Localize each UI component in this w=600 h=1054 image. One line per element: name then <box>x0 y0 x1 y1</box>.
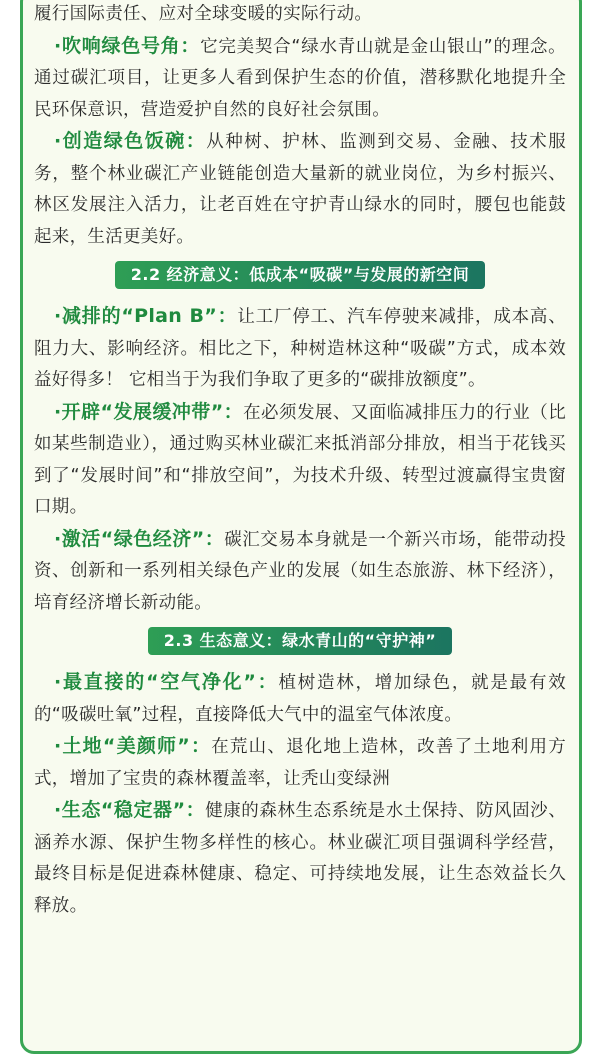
item-keyword: ·创造绿色饭碗： <box>54 130 207 152</box>
item-keyword: ·生态“稳定器”： <box>54 799 206 821</box>
section-title: 2.2 经济意义：低成本“吸碳”与发展的新空间 <box>115 261 485 289</box>
item-keyword: ·吹响绿色号角： <box>54 34 201 57</box>
article-body <box>34 0 566 922</box>
item-text: 在必须发展、又面临减排压力的行业（比如某些制造业），通过购买林业碳汇来抵消部分排放，相当于花钱买到了“发展时间”和“排放空间”，为技术升级、转型过渡赢得宝贵窗口期。 <box>34 402 566 517</box>
item-text: 碳汇交易本身就是一个新兴市场，能带动投资、创新和一系列相关绿色产业的发展（如生态旅游、林下经济），培育经济增长新动能。 <box>34 529 566 613</box>
item-keyword: ·土地“美颜师”： <box>54 735 212 757</box>
item-text: 让工厂停工、汽车停驶来减排，成本高、阻力大、影响经济。相比之下，种树造林这种“吸碳”方式，成本效益好得多！ 它相当于为我们争取了更多的“碳排放额度”。 <box>34 307 566 390</box>
ecological-item-land <box>34 731 566 795</box>
economic-item-green-economy <box>34 524 566 620</box>
item-keyword: ·开辟“发展缓冲带”： <box>54 400 244 423</box>
ecological-item-air <box>34 667 566 731</box>
item-keyword: ·最直接的“空气净化”： <box>54 671 279 693</box>
item-keyword: ·激活“绿色经济”： <box>54 527 225 550</box>
item-text: 它完美契合“绿水青山就是金山银山”的理念。通过碳汇项目，让更多人看到保护生态的价值，潜移默化地提升全民环保意识，营造爱护自然的良好社会氛围。 <box>34 36 566 120</box>
item-text: 健康的森林生态系统是水土保持、防风固沙、涵养水源、保护生物多样性的核心。林业碳汇项目强调科学经营，最终目标是促进森林健康、稳定、可持续地发展，让生态效益长久释放。 <box>34 801 566 916</box>
intro-paragraph: 履行国际责任、应对全球变暖的实际行动。 <box>34 4 373 24</box>
section-header-ecological <box>34 627 566 655</box>
item-text: 在荒山、退化地上造林，改善了土地利用方式，增加了宝贵的森林覆盖率，让秃山变绿洲 <box>34 737 566 789</box>
social-item-green-horn <box>34 31 566 127</box>
item-keyword: ·减排的“Plan B”： <box>54 305 238 327</box>
section-title: 2.3 生态意义：绿水青山的“守护神” <box>148 627 452 655</box>
item-text: 从种树、护林、监测到交易、金融、技术服务，整个林业碳汇产业链能创造大量新的就业岗位，为乡村振兴、林区发展注入活力，让老百姓在守护青山绿水的同时，腰包也能鼓起来，生活更美好。 <box>34 132 566 247</box>
item-text: 植树造林，增加绿色，就是最有效的“吸碳吐氧”过程，直接降低大气中的温室气体浓度。 <box>34 673 567 725</box>
social-item-green-jobs <box>34 126 566 253</box>
section-header-economic <box>34 261 566 289</box>
economic-item-plan-b <box>34 301 566 397</box>
economic-item-buffer <box>34 397 566 524</box>
ecological-item-stabilizer <box>34 795 566 922</box>
